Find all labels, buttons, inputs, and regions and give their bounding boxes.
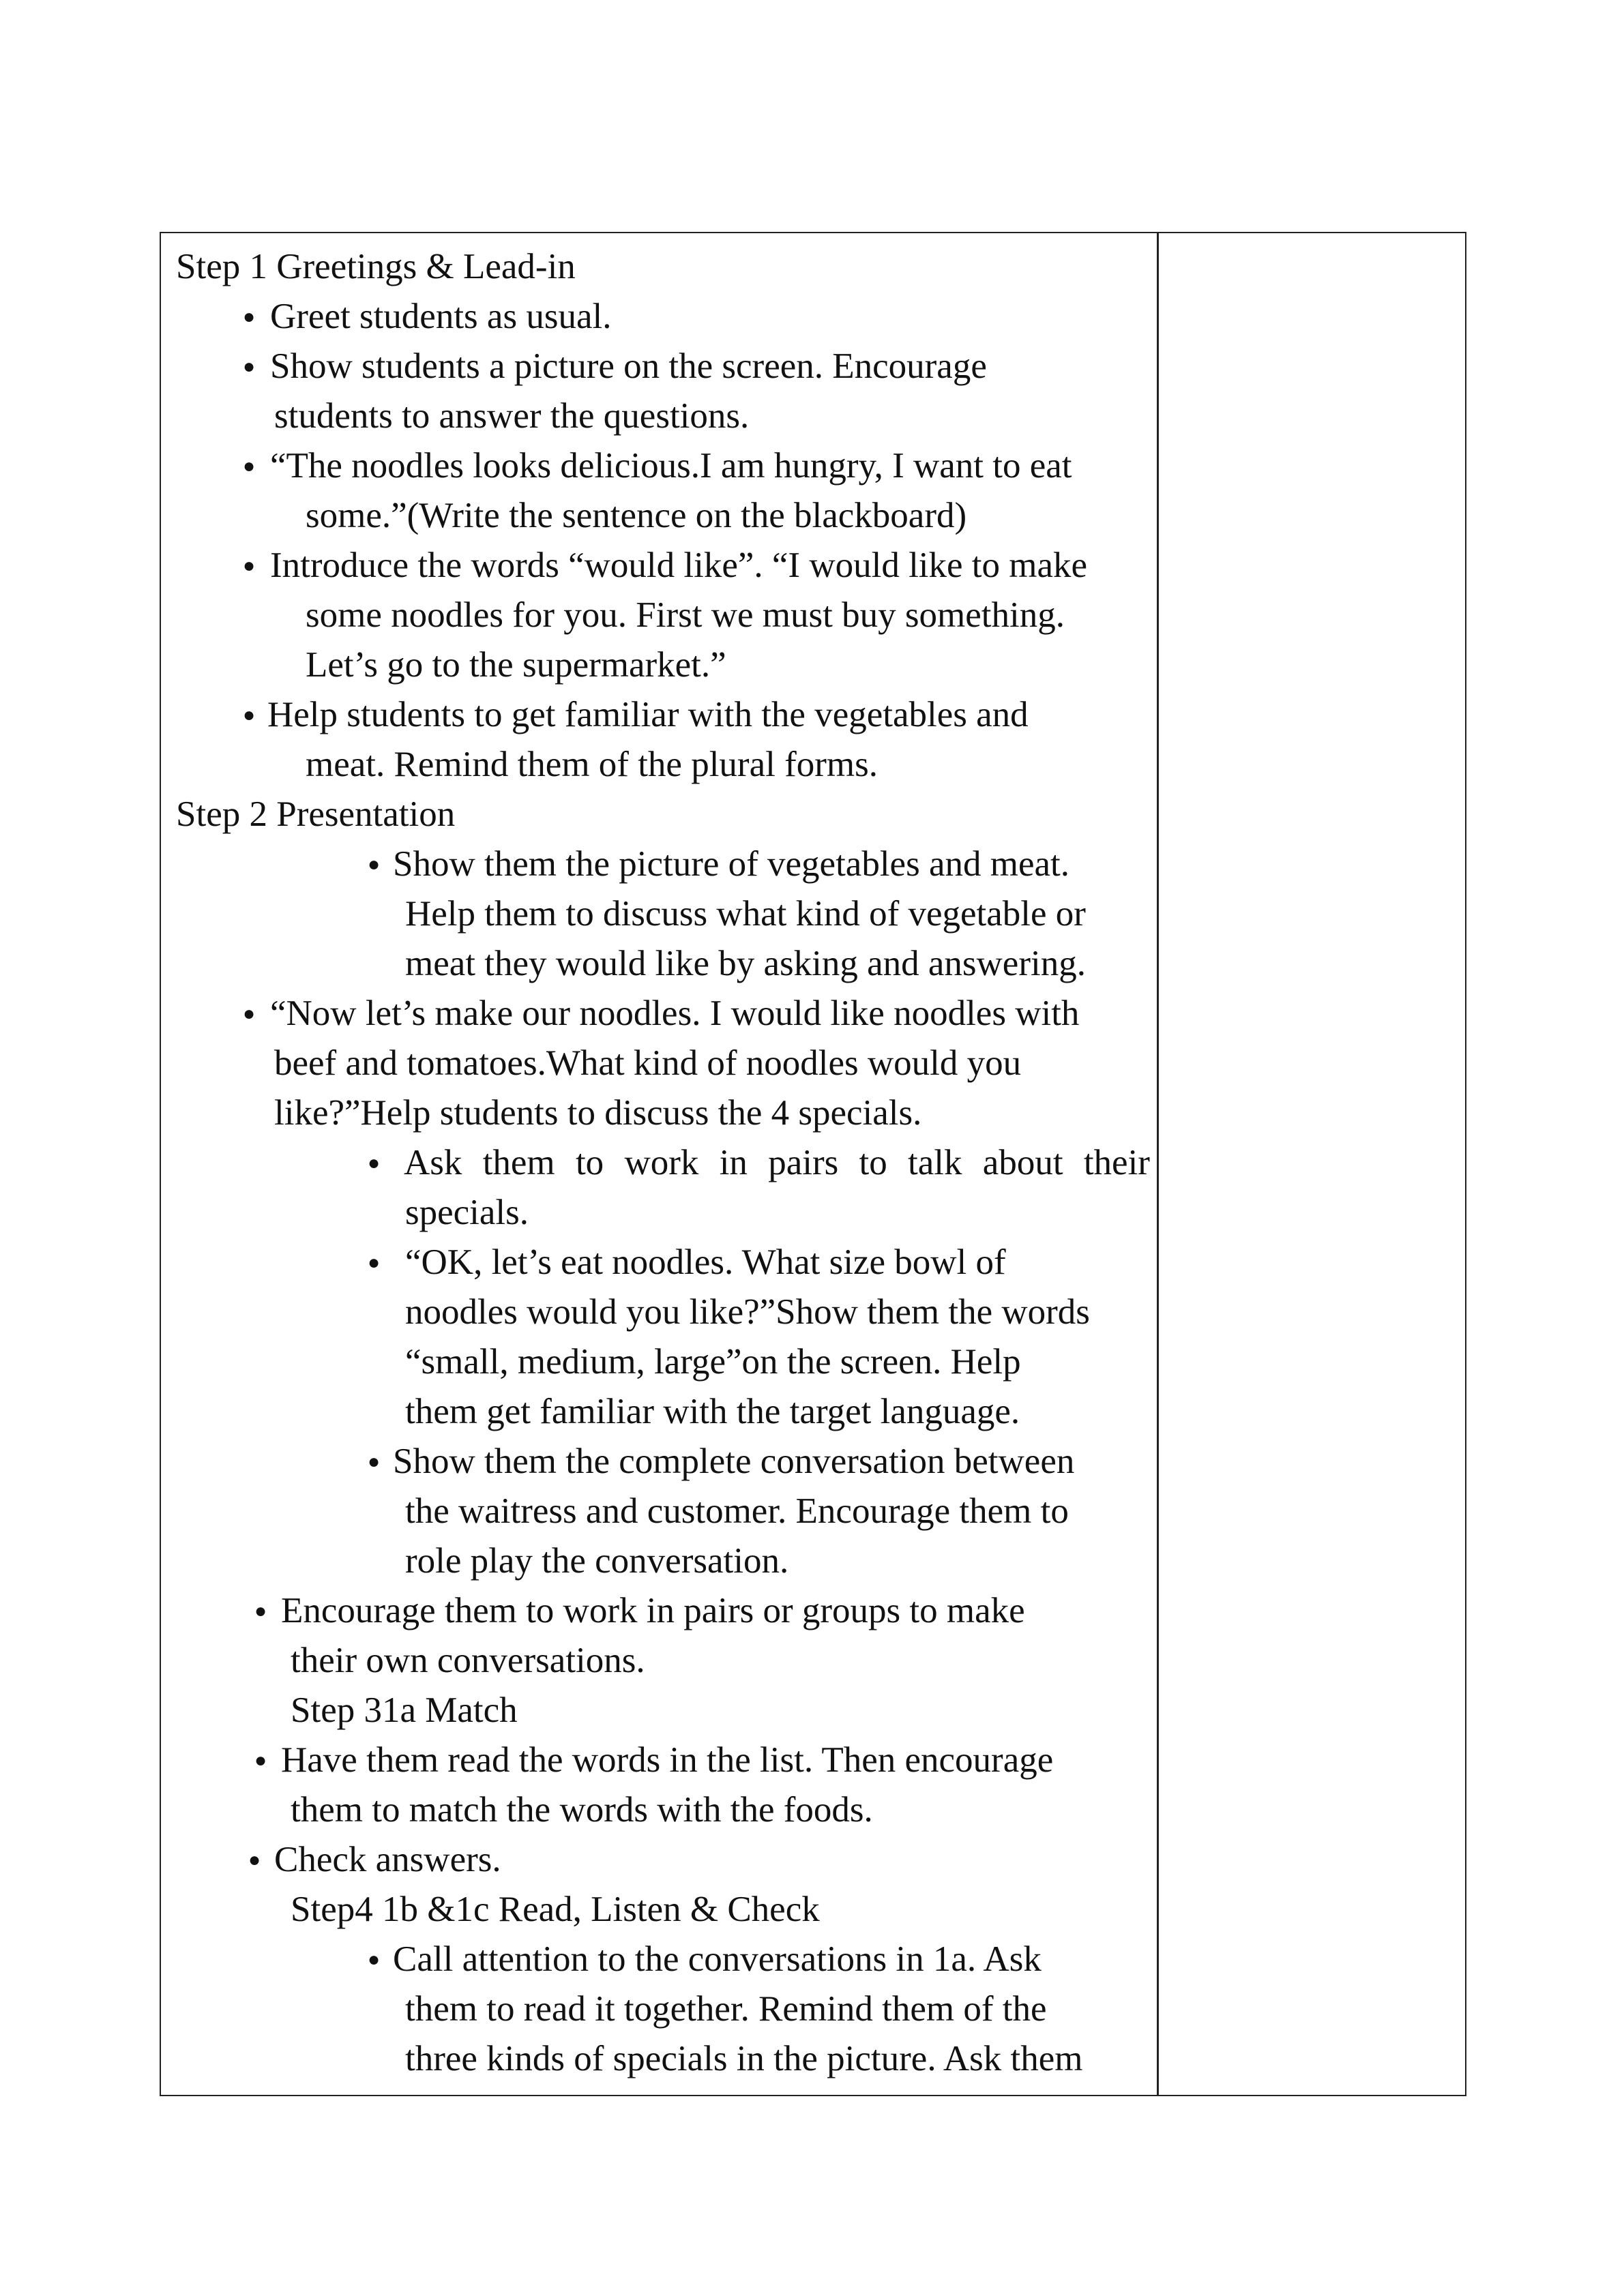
word: about (982, 1143, 1063, 1182)
text-line: meat. Remind them of the plural forms. (306, 745, 878, 784)
bullet-icon: ● (368, 853, 381, 876)
text-line: Help them to discuss what kind of vegetable or (405, 894, 1086, 934)
bullet-icon: ● (243, 1002, 256, 1025)
text-line: Introduce the words “would like”. “I would like to make (270, 546, 1088, 585)
text-line: “OK, let’s eat noodles. What size bowl of (405, 1242, 1006, 1282)
bullet-icon: ● (243, 554, 256, 577)
bullet-icon: ● (368, 1152, 381, 1174)
text-line: noodles would you like?”Show them the words (405, 1292, 1090, 1332)
bullet-icon: ● (243, 704, 256, 726)
text-line: Check answers. (274, 1840, 501, 1879)
word: to (859, 1143, 887, 1182)
bullet-icon: ● (243, 305, 256, 328)
text-line: Greet students as usual. (270, 297, 612, 336)
text-line: meat they would like by asking and answering. (405, 944, 1086, 983)
word: their (1083, 1143, 1150, 1182)
text-line: Encourage them to work in pairs or groups to make (281, 1591, 1025, 1630)
text-line: their own conversations. (291, 1641, 645, 1680)
word: talk (908, 1143, 962, 1182)
bullet-icon: ● (368, 1450, 381, 1473)
text-line: some noodles for you. First we must buy something. (306, 595, 1065, 635)
step-heading: Step4 1b &1c Read, Listen & Check (291, 1890, 820, 1929)
word: them (482, 1143, 555, 1182)
lesson-plan-table (160, 232, 1466, 2096)
text-line: Show them the complete conversation between (393, 1442, 1075, 1481)
text-line: “Now let’s make our noodles. I would like noodles with (270, 994, 1080, 1033)
step-heading: Step 1 Greetings & Lead-in (176, 247, 576, 286)
bullet-icon: ● (254, 1600, 267, 1622)
text-line: Call attention to the conversations in 1a. Ask (393, 1939, 1042, 1979)
text-line: Help students to get familiar with the vegetables and (267, 695, 1029, 734)
text-line (404, 1138, 1150, 1188)
text-line: students to answer the questions. (274, 396, 750, 436)
text-line: the waitress and customer. Encourage them to (405, 1491, 1069, 1531)
bullet-icon: ● (243, 355, 256, 378)
text-line: them get familiar with the target language. (405, 1392, 1020, 1431)
bullet-icon: ● (254, 1749, 267, 1772)
word: work (624, 1143, 699, 1182)
lesson-steps-cell (161, 233, 1157, 2095)
text-line: “small, medium, large”on the screen. Help (405, 1342, 1021, 1382)
word: pairs (768, 1143, 839, 1182)
bullet-icon: ● (243, 455, 256, 477)
text-line: them to read it together. Remind them of the (405, 1989, 1047, 2029)
text-line: Show students a picture on the screen. Encourage (270, 346, 987, 386)
text-line: them to match the words with the foods. (291, 1790, 873, 1830)
text-line: beef and tomatoes.What kind of noodles would you (274, 1043, 1022, 1083)
bullet-icon: ● (368, 1948, 381, 1971)
text-line: like?”Help students to discuss the 4 specials. (274, 1093, 922, 1133)
text-line: Show them the picture of vegetables and meat. (393, 844, 1069, 884)
word: in (719, 1143, 748, 1182)
text-line: Have them read the words in the list. Then encourage (281, 1740, 1054, 1780)
text-line: role play the conversation. (405, 1541, 789, 1581)
text-line: three kinds of specials in the picture. Ask them (405, 2039, 1083, 2078)
text-line: “The noodles looks delicious.I am hungry, I want to eat (270, 446, 1072, 486)
word: Ask (404, 1143, 462, 1182)
text-line: some.”(Write the sentence on the blackboard) (306, 496, 967, 535)
step-heading: Step 2 Presentation (176, 794, 456, 834)
bullet-icon: ● (248, 1849, 261, 1871)
bullet-icon: ● (368, 1251, 381, 1274)
notes-cell (1159, 233, 1465, 2095)
text-line: Let’s go to the supermarket.” (306, 645, 726, 685)
word: to (575, 1143, 604, 1182)
step-heading: Step 31a Match (291, 1690, 518, 1730)
text-line: specials. (405, 1193, 529, 1232)
